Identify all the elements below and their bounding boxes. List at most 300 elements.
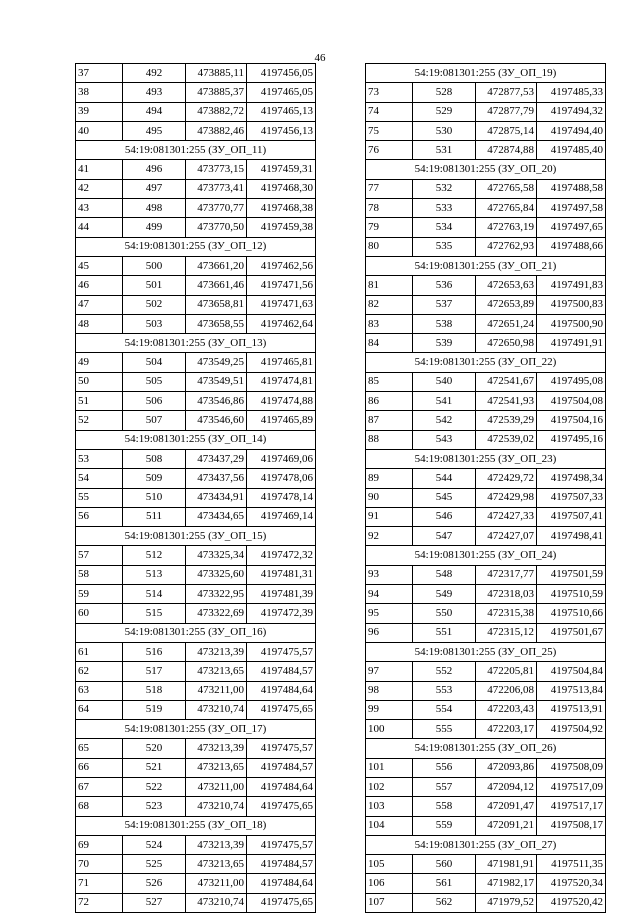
row-number: 42: [76, 179, 123, 198]
y-coordinate: 4197507,41: [537, 507, 606, 526]
point-number: 526: [123, 874, 186, 893]
x-coordinate: 473213,65: [186, 855, 247, 874]
coordinate-row: [366, 623, 606, 642]
coordinate-row: [366, 662, 606, 681]
point-number: 533: [413, 199, 476, 218]
row-number: 68: [76, 797, 123, 816]
x-coordinate: 473437,56: [186, 469, 247, 488]
group-header-row: [366, 449, 606, 468]
row-number: 99: [366, 700, 413, 719]
y-coordinate: 4197485,33: [537, 83, 606, 102]
x-coordinate: 473773,15: [186, 160, 247, 179]
row-number: 44: [76, 218, 123, 237]
y-coordinate: 4197491,83: [537, 276, 606, 295]
coordinate-row: [76, 777, 316, 796]
coordinate-row: [76, 64, 316, 83]
coordinate-row: [366, 199, 606, 218]
coordinate-row: [366, 893, 606, 912]
row-number: 38: [76, 83, 123, 102]
plot-identifier: 54:19:081301:255 (ЗУ_ОП_20): [366, 160, 606, 179]
coordinate-row: [366, 855, 606, 874]
x-coordinate: 473213,65: [186, 758, 247, 777]
x-coordinate: 472093,86: [476, 758, 537, 777]
point-number: 536: [413, 276, 476, 295]
coordinate-row: [76, 893, 316, 912]
plot-identifier: 54:19:081301:255 (ЗУ_ОП_24): [366, 546, 606, 565]
y-coordinate: 4197513,91: [537, 700, 606, 719]
point-number: 511: [123, 507, 186, 526]
y-coordinate: 4197465,89: [247, 411, 316, 430]
row-number: 102: [366, 777, 413, 796]
y-coordinate: 4197474,81: [247, 372, 316, 391]
coordinate-row: [366, 816, 606, 835]
x-coordinate: 472427,33: [476, 507, 537, 526]
point-number: 519: [123, 700, 186, 719]
plot-identifier: 54:19:081301:255 (ЗУ_ОП_22): [366, 353, 606, 372]
point-number: 514: [123, 585, 186, 604]
x-coordinate: 473882,72: [186, 102, 247, 121]
coordinate-row: [366, 141, 606, 160]
coordinate-row: [366, 604, 606, 623]
coordinate-row: [366, 392, 606, 411]
row-number: 87: [366, 411, 413, 430]
y-coordinate: 4197495,08: [537, 372, 606, 391]
point-number: 545: [413, 488, 476, 507]
row-number: 58: [76, 565, 123, 584]
y-coordinate: 4197456,05: [247, 64, 316, 83]
row-number: 75: [366, 121, 413, 140]
row-number: 73: [366, 83, 413, 102]
row-number: 80: [366, 237, 413, 256]
row-number: 72: [76, 893, 123, 912]
y-coordinate: 4197484,64: [247, 874, 316, 893]
row-number: 63: [76, 681, 123, 700]
y-coordinate: 4197507,33: [537, 488, 606, 507]
plot-identifier: 54:19:081301:255 (ЗУ_ОП_23): [366, 449, 606, 468]
y-coordinate: 4197520,42: [537, 893, 606, 912]
point-number: 507: [123, 411, 186, 430]
y-coordinate: 4197501,67: [537, 623, 606, 642]
coordinate-row: [76, 507, 316, 526]
y-coordinate: 4197471,63: [247, 295, 316, 314]
row-number: 95: [366, 604, 413, 623]
point-number: 535: [413, 237, 476, 256]
row-number: 78: [366, 199, 413, 218]
x-coordinate: 472429,98: [476, 488, 537, 507]
x-coordinate: 473882,46: [186, 121, 247, 140]
coordinate-row: [366, 83, 606, 102]
point-number: 502: [123, 295, 186, 314]
coordinate-row: [76, 469, 316, 488]
x-coordinate: 471982,17: [476, 874, 537, 893]
coordinate-row: [366, 276, 606, 295]
plot-identifier: 54:19:081301:255 (ЗУ_ОП_17): [76, 720, 316, 739]
coordinate-row: [366, 121, 606, 140]
point-number: 529: [413, 102, 476, 121]
y-coordinate: 4197484,57: [247, 855, 316, 874]
y-coordinate: 4197484,64: [247, 777, 316, 796]
coordinate-row: [366, 507, 606, 526]
x-coordinate: 472539,29: [476, 411, 537, 430]
y-coordinate: 4197510,66: [537, 604, 606, 623]
x-coordinate: 473213,39: [186, 642, 247, 661]
y-coordinate: 4197474,88: [247, 392, 316, 411]
group-header-row: [366, 160, 606, 179]
y-coordinate: 4197475,57: [247, 739, 316, 758]
y-coordinate: 4197495,16: [537, 430, 606, 449]
point-number: 548: [413, 565, 476, 584]
point-number: 493: [123, 83, 186, 102]
row-number: 47: [76, 295, 123, 314]
x-coordinate: 472315,12: [476, 623, 537, 642]
x-coordinate: 472875,14: [476, 121, 537, 140]
point-number: 517: [123, 662, 186, 681]
row-number: 37: [76, 64, 123, 83]
coordinate-row: [366, 758, 606, 777]
coordinate-row: [366, 314, 606, 333]
coordinate-row: [76, 488, 316, 507]
row-number: 77: [366, 179, 413, 198]
coordinates-table-left: [75, 63, 316, 913]
row-number: 48: [76, 314, 123, 333]
x-coordinate: 473773,41: [186, 179, 247, 198]
coordinate-row: [366, 488, 606, 507]
group-header-row: [366, 353, 606, 372]
y-coordinate: 4197504,08: [537, 392, 606, 411]
y-coordinate: 4197459,38: [247, 218, 316, 237]
coordinate-row: [76, 199, 316, 218]
y-coordinate: 4197468,30: [247, 179, 316, 198]
group-header-row: [366, 64, 606, 83]
point-number: 557: [413, 777, 476, 796]
y-coordinate: 4197468,38: [247, 199, 316, 218]
point-number: 505: [123, 372, 186, 391]
coordinate-row: [366, 797, 606, 816]
point-number: 561: [413, 874, 476, 893]
y-coordinate: 4197508,17: [537, 816, 606, 835]
row-number: 85: [366, 372, 413, 391]
x-coordinate: 471981,91: [476, 855, 537, 874]
y-coordinate: 4197488,66: [537, 237, 606, 256]
group-header-row: [76, 623, 316, 642]
point-number: 509: [123, 469, 186, 488]
coordinate-row: [366, 585, 606, 604]
row-number: 100: [366, 720, 413, 739]
group-header-row: [76, 430, 316, 449]
row-number: 86: [366, 392, 413, 411]
y-coordinate: 4197471,56: [247, 276, 316, 295]
point-number: 528: [413, 83, 476, 102]
group-header-row: [366, 835, 606, 854]
y-coordinate: 4197469,14: [247, 507, 316, 526]
point-number: 554: [413, 700, 476, 719]
plot-identifier: 54:19:081301:255 (ЗУ_ОП_15): [76, 527, 316, 546]
coordinate-row: [366, 700, 606, 719]
y-coordinate: 4197465,13: [247, 102, 316, 121]
coordinate-row: [366, 527, 606, 546]
y-coordinate: 4197475,65: [247, 797, 316, 816]
row-number: 39: [76, 102, 123, 121]
coordinate-row: [76, 874, 316, 893]
x-coordinate: 472427,07: [476, 527, 537, 546]
y-coordinate: 4197498,34: [537, 469, 606, 488]
coordinate-row: [76, 797, 316, 816]
x-coordinate: 472874,88: [476, 141, 537, 160]
point-number: 494: [123, 102, 186, 121]
point-number: 537: [413, 295, 476, 314]
point-number: 500: [123, 256, 186, 275]
x-coordinate: 472650,98: [476, 334, 537, 353]
row-number: 79: [366, 218, 413, 237]
y-coordinate: 4197497,65: [537, 218, 606, 237]
row-number: 103: [366, 797, 413, 816]
point-number: 553: [413, 681, 476, 700]
row-number: 50: [76, 372, 123, 391]
plot-identifier: 54:19:081301:255 (ЗУ_ОП_11): [76, 141, 316, 160]
x-coordinate: 473213,39: [186, 835, 247, 854]
x-coordinate: 472091,21: [476, 816, 537, 835]
coordinate-row: [366, 469, 606, 488]
point-number: 542: [413, 411, 476, 430]
row-number: 74: [366, 102, 413, 121]
coordinate-row: [366, 874, 606, 893]
plot-identifier: 54:19:081301:255 (ЗУ_ОП_26): [366, 739, 606, 758]
coordinate-row: [366, 295, 606, 314]
coordinate-row: [366, 102, 606, 121]
x-coordinate: 473661,46: [186, 276, 247, 295]
x-coordinate: 473885,11: [186, 64, 247, 83]
y-coordinate: 4197472,39: [247, 604, 316, 623]
coordinate-row: [76, 585, 316, 604]
coordinate-row: [366, 237, 606, 256]
coordinate-row: [366, 411, 606, 430]
point-number: 560: [413, 855, 476, 874]
point-number: 546: [413, 507, 476, 526]
coordinate-row: [76, 83, 316, 102]
plot-identifier: 54:19:081301:255 (ЗУ_ОП_14): [76, 430, 316, 449]
row-number: 60: [76, 604, 123, 623]
y-coordinate: 4197498,41: [537, 527, 606, 546]
y-coordinate: 4197501,59: [537, 565, 606, 584]
row-number: 49: [76, 353, 123, 372]
point-number: 552: [413, 662, 476, 681]
point-number: 524: [123, 835, 186, 854]
point-number: 520: [123, 739, 186, 758]
row-number: 84: [366, 334, 413, 353]
x-coordinate: 472203,43: [476, 700, 537, 719]
row-number: 97: [366, 662, 413, 681]
point-number: 523: [123, 797, 186, 816]
coordinate-row: [76, 604, 316, 623]
point-number: 499: [123, 218, 186, 237]
row-number: 90: [366, 488, 413, 507]
x-coordinate: 472317,77: [476, 565, 537, 584]
x-coordinate: 472539,02: [476, 430, 537, 449]
y-coordinate: 4197513,84: [537, 681, 606, 700]
point-number: 538: [413, 314, 476, 333]
x-coordinate: 472763,19: [476, 218, 537, 237]
x-coordinate: 473211,00: [186, 874, 247, 893]
point-number: 555: [413, 720, 476, 739]
coordinate-row: [76, 160, 316, 179]
x-coordinate: 473322,95: [186, 585, 247, 604]
y-coordinate: 4197475,57: [247, 642, 316, 661]
coordinate-row: [366, 372, 606, 391]
point-number: 550: [413, 604, 476, 623]
y-coordinate: 4197517,09: [537, 777, 606, 796]
coordinate-row: [76, 565, 316, 584]
coordinate-row: [76, 758, 316, 777]
group-header-row: [76, 237, 316, 256]
point-number: 504: [123, 353, 186, 372]
point-number: 515: [123, 604, 186, 623]
point-number: 558: [413, 797, 476, 816]
x-coordinate: 473211,00: [186, 777, 247, 796]
row-number: 56: [76, 507, 123, 526]
y-coordinate: 4197475,57: [247, 835, 316, 854]
x-coordinate: 473549,51: [186, 372, 247, 391]
point-number: 556: [413, 758, 476, 777]
row-number: 105: [366, 855, 413, 874]
row-number: 81: [366, 276, 413, 295]
row-number: 51: [76, 392, 123, 411]
coordinate-row: [76, 662, 316, 681]
x-coordinate: 472765,84: [476, 199, 537, 218]
coordinate-row: [366, 777, 606, 796]
y-coordinate: 4197517,17: [537, 797, 606, 816]
y-coordinate: 4197478,06: [247, 469, 316, 488]
row-number: 71: [76, 874, 123, 893]
x-coordinate: 472541,67: [476, 372, 537, 391]
coordinate-row: [76, 700, 316, 719]
x-coordinate: 472203,17: [476, 720, 537, 739]
coordinates-table-right: [365, 63, 606, 913]
page-number: 46: [314, 52, 326, 64]
x-coordinate: 472315,38: [476, 604, 537, 623]
group-header-row: [76, 816, 316, 835]
coordinate-row: [76, 449, 316, 468]
x-coordinate: 472877,53: [476, 83, 537, 102]
x-coordinate: 473213,65: [186, 662, 247, 681]
x-coordinate: 473658,81: [186, 295, 247, 314]
row-number: 96: [366, 623, 413, 642]
y-coordinate: 4197475,65: [247, 893, 316, 912]
x-coordinate: 473434,65: [186, 507, 247, 526]
y-coordinate: 4197494,32: [537, 102, 606, 121]
x-coordinate: 473546,60: [186, 411, 247, 430]
row-number: 92: [366, 527, 413, 546]
point-number: 521: [123, 758, 186, 777]
point-number: 492: [123, 64, 186, 83]
point-number: 534: [413, 218, 476, 237]
point-number: 512: [123, 546, 186, 565]
point-number: 508: [123, 449, 186, 468]
y-coordinate: 4197475,65: [247, 700, 316, 719]
row-number: 89: [366, 469, 413, 488]
coordinate-row: [76, 179, 316, 198]
coordinate-row: [366, 430, 606, 449]
point-number: 532: [413, 179, 476, 198]
x-coordinate: 473770,50: [186, 218, 247, 237]
x-coordinate: 472205,81: [476, 662, 537, 681]
x-coordinate: 472206,08: [476, 681, 537, 700]
row-number: 46: [76, 276, 123, 295]
y-coordinate: 4197459,31: [247, 160, 316, 179]
row-number: 94: [366, 585, 413, 604]
x-coordinate: 472765,58: [476, 179, 537, 198]
y-coordinate: 4197472,32: [247, 546, 316, 565]
group-header-row: [366, 546, 606, 565]
x-coordinate: 473213,39: [186, 739, 247, 758]
point-number: 525: [123, 855, 186, 874]
x-coordinate: 472091,47: [476, 797, 537, 816]
plot-identifier: 54:19:081301:255 (ЗУ_ОП_21): [366, 256, 606, 275]
point-number: 562: [413, 893, 476, 912]
x-coordinate: 473437,29: [186, 449, 247, 468]
point-number: 510: [123, 488, 186, 507]
x-coordinate: 472877,79: [476, 102, 537, 121]
point-number: 530: [413, 121, 476, 140]
coordinate-row: [76, 256, 316, 275]
coordinate-row: [76, 835, 316, 854]
x-coordinate: 473322,69: [186, 604, 247, 623]
coordinate-row: [76, 276, 316, 295]
point-number: 531: [413, 141, 476, 160]
row-number: 91: [366, 507, 413, 526]
group-header-row: [366, 256, 606, 275]
y-coordinate: 4197481,31: [247, 565, 316, 584]
coordinate-row: [76, 681, 316, 700]
row-number: 101: [366, 758, 413, 777]
x-coordinate: 472762,93: [476, 237, 537, 256]
x-coordinate: 473210,74: [186, 893, 247, 912]
y-coordinate: 4197494,40: [537, 121, 606, 140]
point-number: 540: [413, 372, 476, 391]
y-coordinate: 4197504,84: [537, 662, 606, 681]
y-coordinate: 4197478,14: [247, 488, 316, 507]
coordinate-row: [366, 334, 606, 353]
row-number: 57: [76, 546, 123, 565]
row-number: 52: [76, 411, 123, 430]
point-number: 541: [413, 392, 476, 411]
coordinate-row: [76, 121, 316, 140]
coordinate-row: [366, 720, 606, 739]
row-number: 67: [76, 777, 123, 796]
row-number: 82: [366, 295, 413, 314]
y-coordinate: 4197508,09: [537, 758, 606, 777]
row-number: 40: [76, 121, 123, 140]
x-coordinate: 473325,34: [186, 546, 247, 565]
row-number: 66: [76, 758, 123, 777]
coordinate-row: [366, 218, 606, 237]
point-number: 549: [413, 585, 476, 604]
x-coordinate: 473211,00: [186, 681, 247, 700]
point-number: 513: [123, 565, 186, 584]
coordinate-row: [76, 295, 316, 314]
y-coordinate: 4197504,92: [537, 720, 606, 739]
point-number: 497: [123, 179, 186, 198]
group-header-row: [76, 527, 316, 546]
coordinate-row: [76, 353, 316, 372]
point-number: 544: [413, 469, 476, 488]
row-number: 45: [76, 256, 123, 275]
x-coordinate: 472651,24: [476, 314, 537, 333]
plot-identifier: 54:19:081301:255 (ЗУ_ОП_19): [366, 64, 606, 83]
row-number: 104: [366, 816, 413, 835]
row-number: 65: [76, 739, 123, 758]
x-coordinate: 473434,91: [186, 488, 247, 507]
y-coordinate: 4197481,39: [247, 585, 316, 604]
